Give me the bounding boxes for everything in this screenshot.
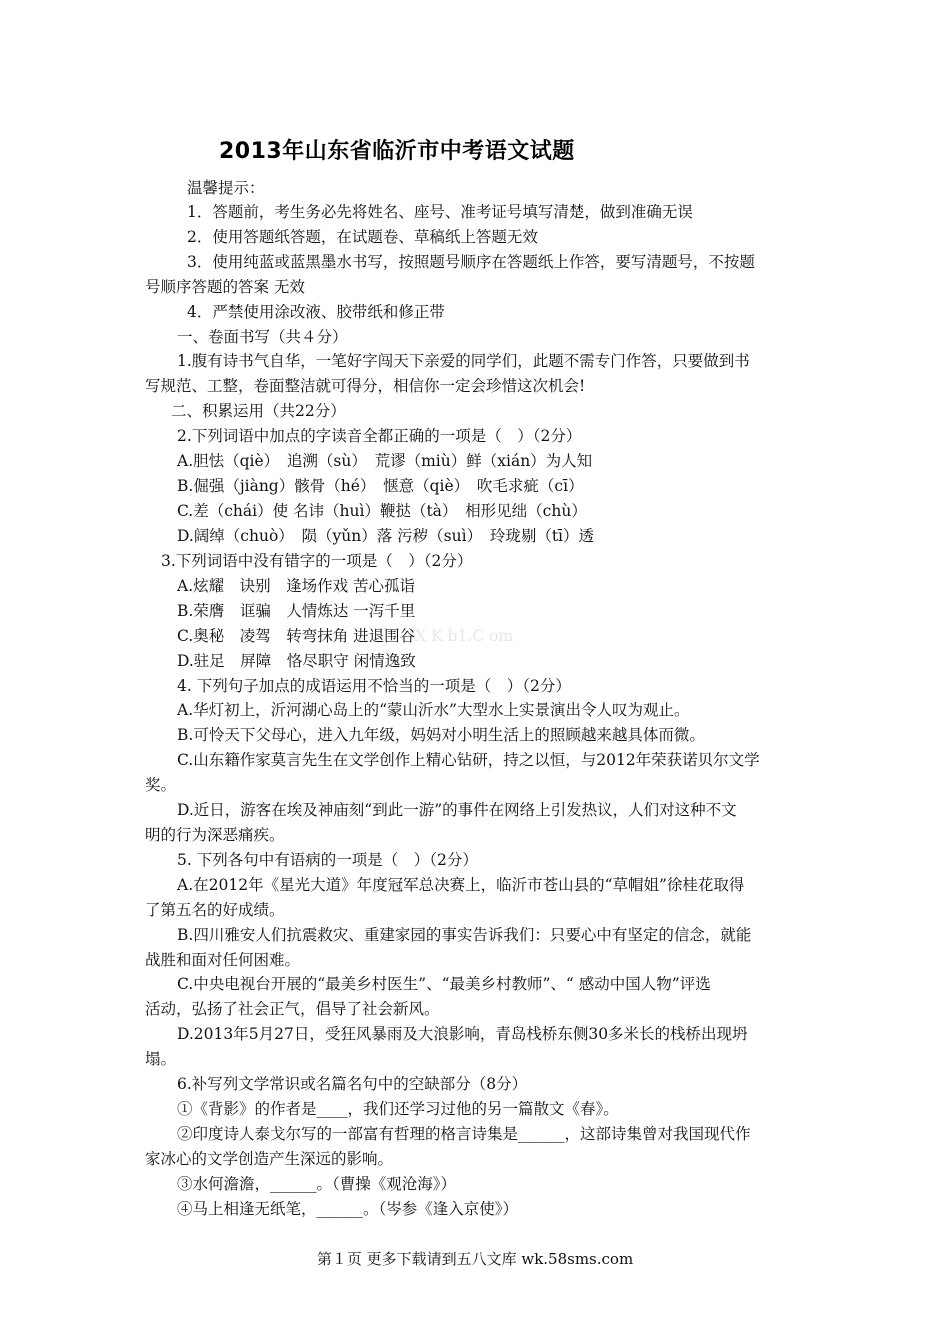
fill-blank-item: ①《背影》的作者是____，我们还学习过他的另一篇散文《春》。: [177, 1100, 619, 1118]
page-title: 2013年山东省临沂市中考语文试题: [219, 139, 575, 164]
question-stem: 2.下列词语中加点的字读音全都正确的一项是（ ）（2分）: [177, 427, 582, 445]
option-d: D.2013年5月27日，受狂风暴雨及大浪影响，青岛栈桥东侧30多米长的栈桥出现坍: [177, 1025, 748, 1043]
notice-item: 号顺序答题的答案 无效: [145, 278, 305, 296]
option-a: A.在2012年《星光大道》年度冠军总决赛上，临沂市苍山县的“草帽姐”徐桂花取得: [177, 876, 745, 894]
option-c: [177, 626, 513, 646]
page-footer: [0, 1248, 950, 1269]
watermark-text: X K b1.C om: [415, 627, 514, 645]
notice-item: 4．严禁使用涂改液、胶带纸和修正带: [187, 303, 445, 321]
fill-blank-item-continued: 家冰心的文学创造产生深远的影响。: [145, 1150, 394, 1168]
option-d: D.阔绰（chuò） 陨（yǔn）落 污秽（suì） 玲珑剔（tī）透: [177, 527, 595, 545]
question-stem: 4. 下列句子加点的成语运用不恰当的一项是（ ）（2分）: [177, 677, 571, 695]
option-a: A.华灯初上，沂河湖心岛上的“蒙山沂水”大型水上实景演出令人叹为观止。: [177, 701, 690, 719]
option-c-continued: 奖。: [145, 776, 177, 794]
question-stem: 3.下列词语中没有错字的一项是（ ）（2分）: [161, 552, 473, 570]
option-c: C.差（chái）使 名讳（huì）鞭挞（tà） 相形见绌（chù）: [177, 502, 587, 520]
option-d: D.驻足 屏障 恪尽职守 闲情逸致: [177, 652, 416, 670]
footer-text: 第１页 更多下载请到五八文库 wk.58sms.com: [316, 1250, 634, 1268]
question-text: 写规范、工整，卷面整洁就可得分，相信你一定会珍惜这次机会!: [145, 377, 586, 395]
notice-item: 2．使用答题纸答题，在试题卷、草稿纸上答题无效: [187, 228, 538, 246]
option-a: A.胆怯（qiè） 追溯（sù） 荒谬（miù）鲜（xián）为人知: [177, 452, 593, 470]
option-c: C.中央电视台开展的“最美乡村医生”、“最美乡村教师”、“ 感动中国人物”评选: [177, 975, 711, 993]
question-stem: 5. 下列各句中有语病的一项是（ ）（2分）: [177, 851, 478, 869]
option-b: B.四川雅安人们抗震救灾、重建家园的事实告诉我们：只要心中有坚定的信念，就能: [177, 926, 752, 944]
option-c-text: C.奥秘 凌驾 转弯抹角 进退围谷: [177, 627, 416, 645]
option-b: B.倔强（jiàng）骸骨（hé） 惬意（qiè） 吹毛求疵（cī）: [177, 477, 584, 495]
option-c: C.山东籍作家莫言先生在文学创作上精心钻研，持之以恒，与2012年荣获诺贝尔文学: [177, 751, 760, 769]
fill-blank-item: ②印度诗人泰戈尔写的一部富有哲理的格言诗集是______，这部诗集曾对我国现代作: [177, 1125, 751, 1143]
question-text: 1.腹有诗书气自华，一笔好字闯天下亲爱的同学们，此题不需专门作答，只要做到书: [177, 352, 750, 370]
fill-blank-item: ③水何澹澹，______。（曹操《观沧海》）: [177, 1175, 457, 1193]
question-stem: 6.补写列文学常识或名篇名句中的空缺部分（8分）: [177, 1075, 528, 1093]
option-d-continued: 塌。: [145, 1050, 177, 1068]
option-a: A.炫耀 诀别 逢场作戏 苦心孤诣: [177, 577, 416, 595]
notice-item: 3．使用纯蓝或蓝黑墨水书写，按照题号顺序在答题纸上作答，要写清题号，不按题: [187, 253, 755, 271]
option-c-continued: 活动，弘扬了社会正气，倡导了社会新风。: [145, 1000, 440, 1018]
option-d: D.近日，游客在埃及神庙刻“到此一游”的事件在网络上引发热议，人们对这种不文: [177, 801, 737, 819]
option-b: B.荣膺 诓骗 人情炼达 一泻千里: [177, 602, 416, 620]
option-b-continued: 战胜和面对任何困难。: [145, 951, 301, 969]
option-d-continued: 明的行为深恶痛疾。: [145, 826, 285, 844]
section-heading: 一、卷面书写（共４分）: [177, 328, 348, 346]
section-heading: 二、积累运用（共22分）: [171, 402, 346, 420]
option-b: B.可怜天下父母心，进入九年级，妈妈对小明生活上的照顾越来越具体而微。: [177, 726, 705, 744]
option-a-continued: 了第五名的好成绩。: [145, 901, 285, 919]
fill-blank-item: ④马上相逢无纸笔，______。（岑参《逢入京使》）: [177, 1200, 519, 1218]
notice-heading: 温馨提示：: [187, 179, 265, 197]
notice-item: 1．答题前，考生务必先将姓名、座号、准考证号填写清楚，做到准确无误: [187, 203, 693, 221]
